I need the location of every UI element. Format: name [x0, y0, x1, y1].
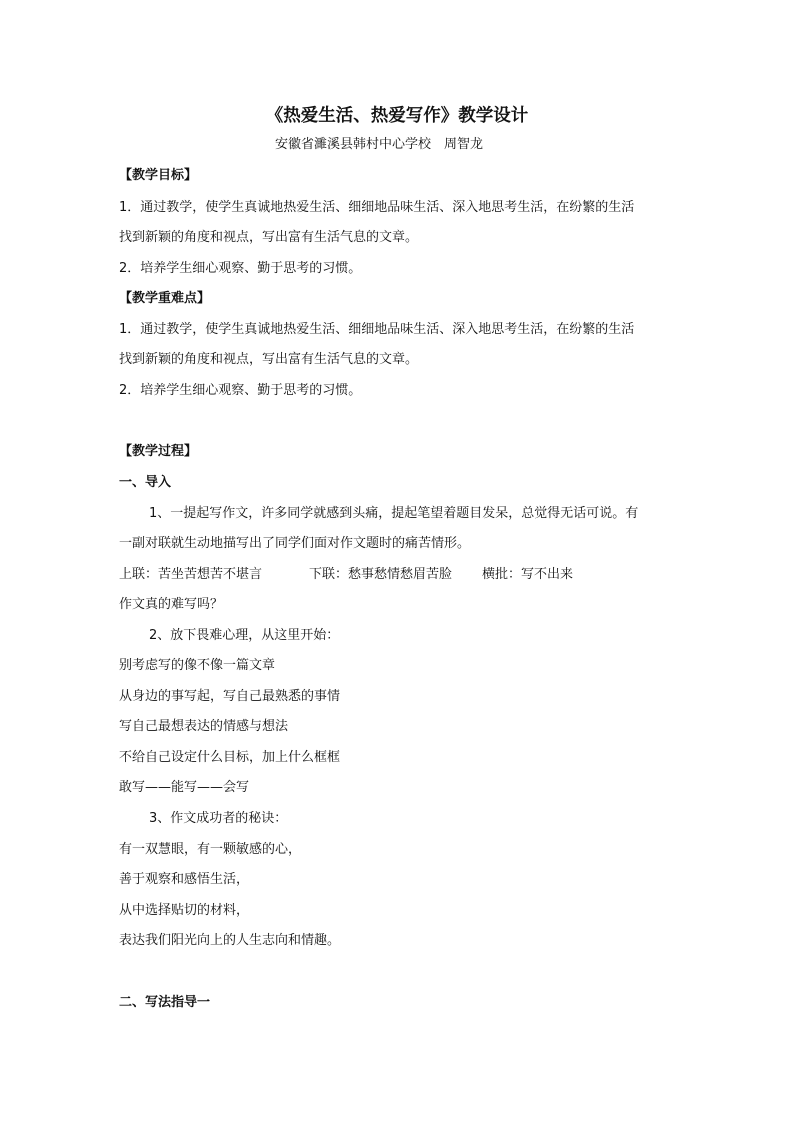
intro-paragraph-line-2: 一副对联就生动地描写出了同学们面对作文题时的痛苦情形。: [119, 536, 471, 551]
couplet-lower: 下联：愁事愁情愁眉苦脸: [309, 567, 453, 582]
couplet-upper: 上联：苦坐苦想苦不堪言: [119, 567, 263, 582]
point-2-item: 写自己最想表达的情感与想法: [119, 719, 289, 734]
point-3-item: 从中选择贴切的材料，: [119, 903, 250, 918]
key-line-2: 找到新颖的角度和视点，写出富有生活气息的文章。: [119, 352, 419, 367]
point-3-item: 有一双慧眼，有一颗敏感的心，: [119, 842, 302, 857]
couplet-line: [119, 566, 573, 584]
point-2-item: 从身边的事写起，写自己最熟悉的事情: [119, 689, 341, 704]
goals-line-1: 1．通过教学，使学生真诚地热爱生活、细细地品味生活、深入地思考生活，在纷繁的生活: [119, 200, 635, 215]
key-heading: 【教学重难点】: [119, 291, 211, 306]
part1-heading: 一、导入: [119, 475, 172, 490]
part2-heading: 二、写法指导一: [119, 995, 211, 1010]
document-title: 《热爱生活、热爱写作》教学设计: [265, 106, 529, 126]
point-2-item: 别考虑写的像不像一篇文章: [119, 658, 276, 673]
intro-paragraph-line-1: 1、一提起写作文，许多同学就感到头痛，提起笔望着题目发呆，总觉得无话可说。有: [149, 506, 639, 521]
goals-line-2: 找到新颖的角度和视点，写出富有生活气息的文章。: [119, 230, 419, 245]
point-3-item: 善于观察和感悟生活，: [119, 872, 250, 887]
point-2-item: 不给自己设定什么目标，加上什么框框: [119, 750, 341, 765]
point-3-item: 表达我们阳光向上的人生志向和情趣。: [119, 933, 341, 948]
goals-heading: 【教学目标】: [119, 168, 198, 183]
point-2-heading: 2、放下畏难心理，从这里开始：: [149, 628, 340, 643]
question-line: 作文真的难写吗？: [119, 597, 224, 612]
goals-line-3: 2．培养学生细心观察、勤于思考的习惯。: [119, 261, 362, 276]
key-line-1: 1．通过教学，使学生真诚地热爱生活、细细地品味生活、深入地思考生活，在纷繁的生活: [119, 322, 635, 337]
point-2-item: 敢写——能写——会写: [119, 780, 250, 795]
point-3-heading: 3、作文成功者的秘诀：: [149, 811, 288, 826]
couplet-horizontal: 横批：写不出来: [482, 567, 574, 582]
process-heading: 【教学过程】: [119, 444, 198, 459]
author-line: 安徽省濉溪县韩村中心学校 周智龙: [274, 137, 483, 152]
key-line-3: 2．培养学生细心观察、勤于思考的习惯。: [119, 383, 362, 398]
